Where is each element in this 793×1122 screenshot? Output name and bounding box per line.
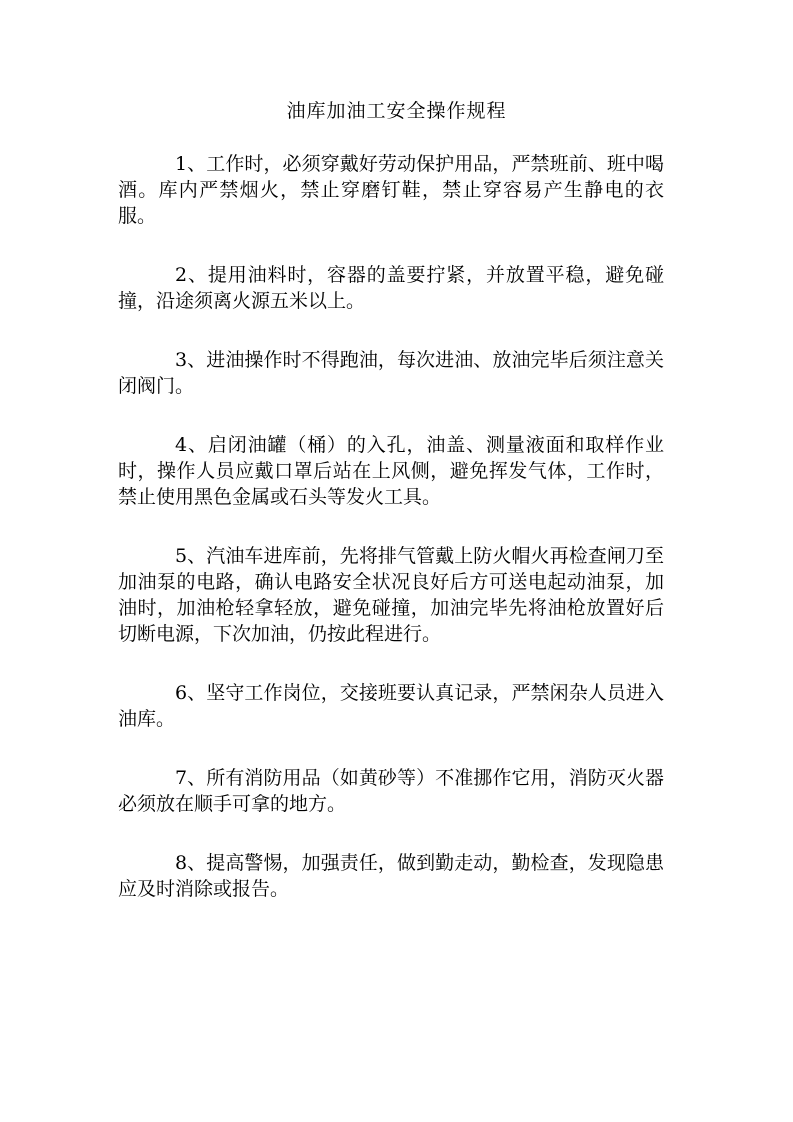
rule-item-7: 7、所有消防用品（如黄砂等）不准挪作它用，消防灭火器必须放在顺手可拿的地方。 bbox=[118, 767, 664, 815]
rules-list bbox=[118, 151, 664, 935]
rule-item-3: 3、进油操作时不得跑油，每次进油、放油完毕后须注意关闭阀门。 bbox=[118, 349, 664, 397]
rule-item-4: 4、启闭油罐（桶）的入孔，油盖、测量液面和取样作业时，操作人员应戴口罩后站在上风侧，避免挥发气体，工作时，禁止使用黑色金属或石头等发火工具。 bbox=[118, 434, 664, 508]
document-title: 油库加油工安全操作规程 bbox=[286, 100, 507, 122]
rule-item-8: 8、提高警惕，加强责任，做到勤走动，勤检查，发现隐患应及时消除或报告。 bbox=[118, 852, 664, 900]
rule-item-1: 1、工作时，必须穿戴好劳动保护用品，严禁班前、班中喝酒。库内严禁烟火，禁止穿磨钉鞋，禁止穿容易产生静电的衣服。 bbox=[118, 153, 664, 227]
rule-item-5: 5、汽油车进库前，先将排气管戴上防火帽火再检查闸刀至加油泵的电路，确认电路安全状况良好后方可送电起动油泵，加油时，加油枪轻拿轻放，避免碰撞，加油完毕先将油枪放置好后切断电源，下次加油，仍按此程进行。 bbox=[118, 545, 664, 645]
rule-item-2: 2、提用油料时，容器的盖要拧紧，并放置平稳，避免碰撞，沿途须离火源五米以上。 bbox=[118, 264, 664, 312]
rule-item-6: 6、坚守工作岗位，交接班要认真记录，严禁闲杂人员进入油库。 bbox=[118, 682, 664, 730]
